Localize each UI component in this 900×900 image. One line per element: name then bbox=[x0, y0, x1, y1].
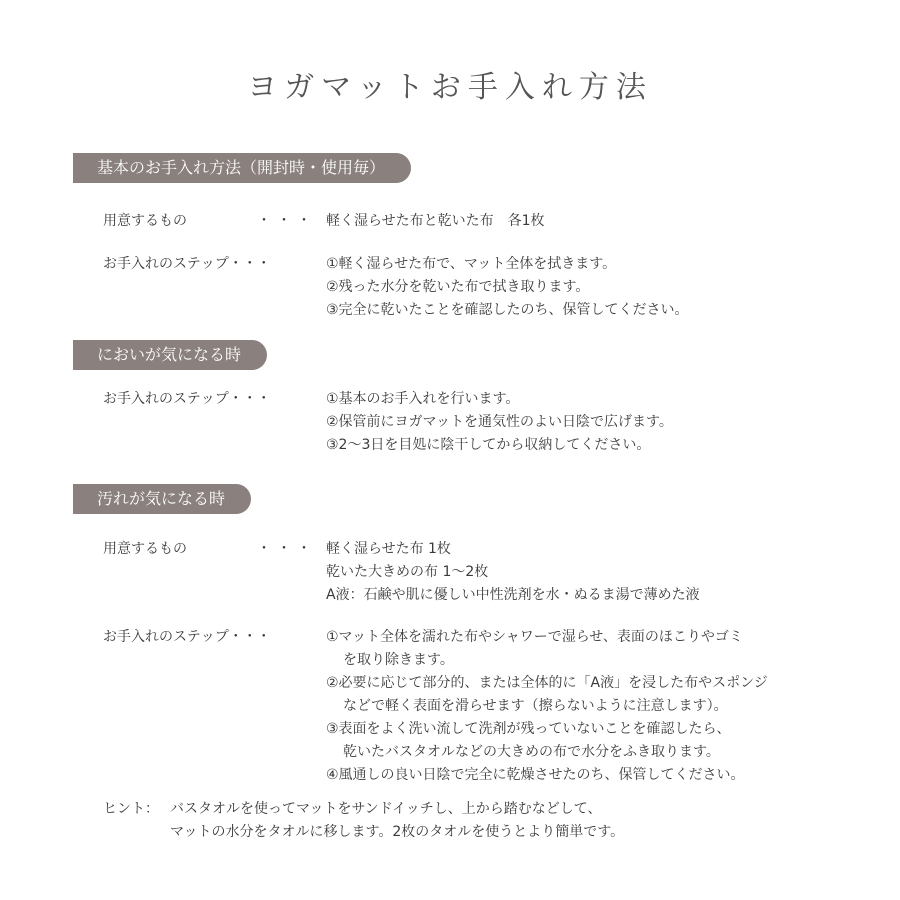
step-item: ①軽く湿らせた布で、マット全体を拭きます。 bbox=[326, 256, 617, 272]
step-item: ③2～3日を目処に陰干してから収納してください。 bbox=[326, 437, 651, 453]
prep-item: 乾いた大きめの布 1～2枚 bbox=[326, 564, 489, 580]
hint-label: ヒント： bbox=[103, 801, 159, 817]
prep-dots: ・・・ bbox=[257, 213, 317, 229]
step-item: ④風通しの良い日陰で完全に乾燥させたのち、保管してください。 bbox=[326, 767, 745, 783]
hint-line: マットの水分をタオルに移します。2枚のタオルを使うとより簡単です。 bbox=[170, 824, 625, 840]
step-item: ①マット全体を濡れた布やシャワーで湿らせ、表面のほこりやゴミ bbox=[326, 629, 743, 645]
section-header-basic: 基本のお手入れ方法（開封時・使用毎） bbox=[73, 153, 411, 183]
step-item: ②保管前にヨガマットを通気性のよい日陰で広げます。 bbox=[326, 414, 673, 430]
prep-label: 用意するもの bbox=[103, 541, 187, 557]
step-item: ②残った水分を乾いた布で拭き取ります。 bbox=[326, 279, 590, 295]
prep-item: 軽く湿らせた布 1枚 bbox=[326, 541, 451, 557]
step-item-continued: を取り除きます。 bbox=[343, 652, 454, 668]
step-item: ①基本のお手入れを行います。 bbox=[326, 391, 520, 407]
prep-dots: ・・・ bbox=[257, 541, 317, 557]
page-title: ヨガマットお手入れ方法 bbox=[247, 70, 653, 105]
prep-label: 用意するもの bbox=[103, 213, 187, 229]
step-item-continued: などで軽く表面を滑らせます（擦らないように注意します）。 bbox=[343, 698, 728, 714]
prep-item: 軽く湿らせた布と乾いた布 各1枚 bbox=[326, 213, 545, 229]
step-item: ③表面をよく洗い流して洗剤が残っていないことを確認したら、 bbox=[326, 721, 731, 737]
hint-line: バスタオルを使ってマットをサンドイッチし、上から踏むなどして、 bbox=[170, 801, 602, 817]
step-label: お手入れのステップ・・・ bbox=[103, 391, 271, 407]
prep-item: A液：石鹸や肌に優しい中性洗剤を水・ぬるま湯で薄めた液 bbox=[326, 587, 700, 603]
step-label: お手入れのステップ・・・ bbox=[103, 629, 271, 645]
step-label: お手入れのステップ・・・ bbox=[103, 256, 271, 272]
step-item: ②必要に応じて部分的、または全体的に「A液」を浸した布やスポンジ bbox=[326, 675, 768, 691]
section-header-odor: においが気になる時 bbox=[73, 340, 267, 370]
section-header-dirt: 汚れが気になる時 bbox=[73, 484, 251, 514]
step-item-continued: 乾いたバスタオルなどの大きめの布で水分をふき取ります。 bbox=[343, 744, 720, 760]
step-item: ③完全に乾いたことを確認したのち、保管してください。 bbox=[326, 302, 689, 318]
